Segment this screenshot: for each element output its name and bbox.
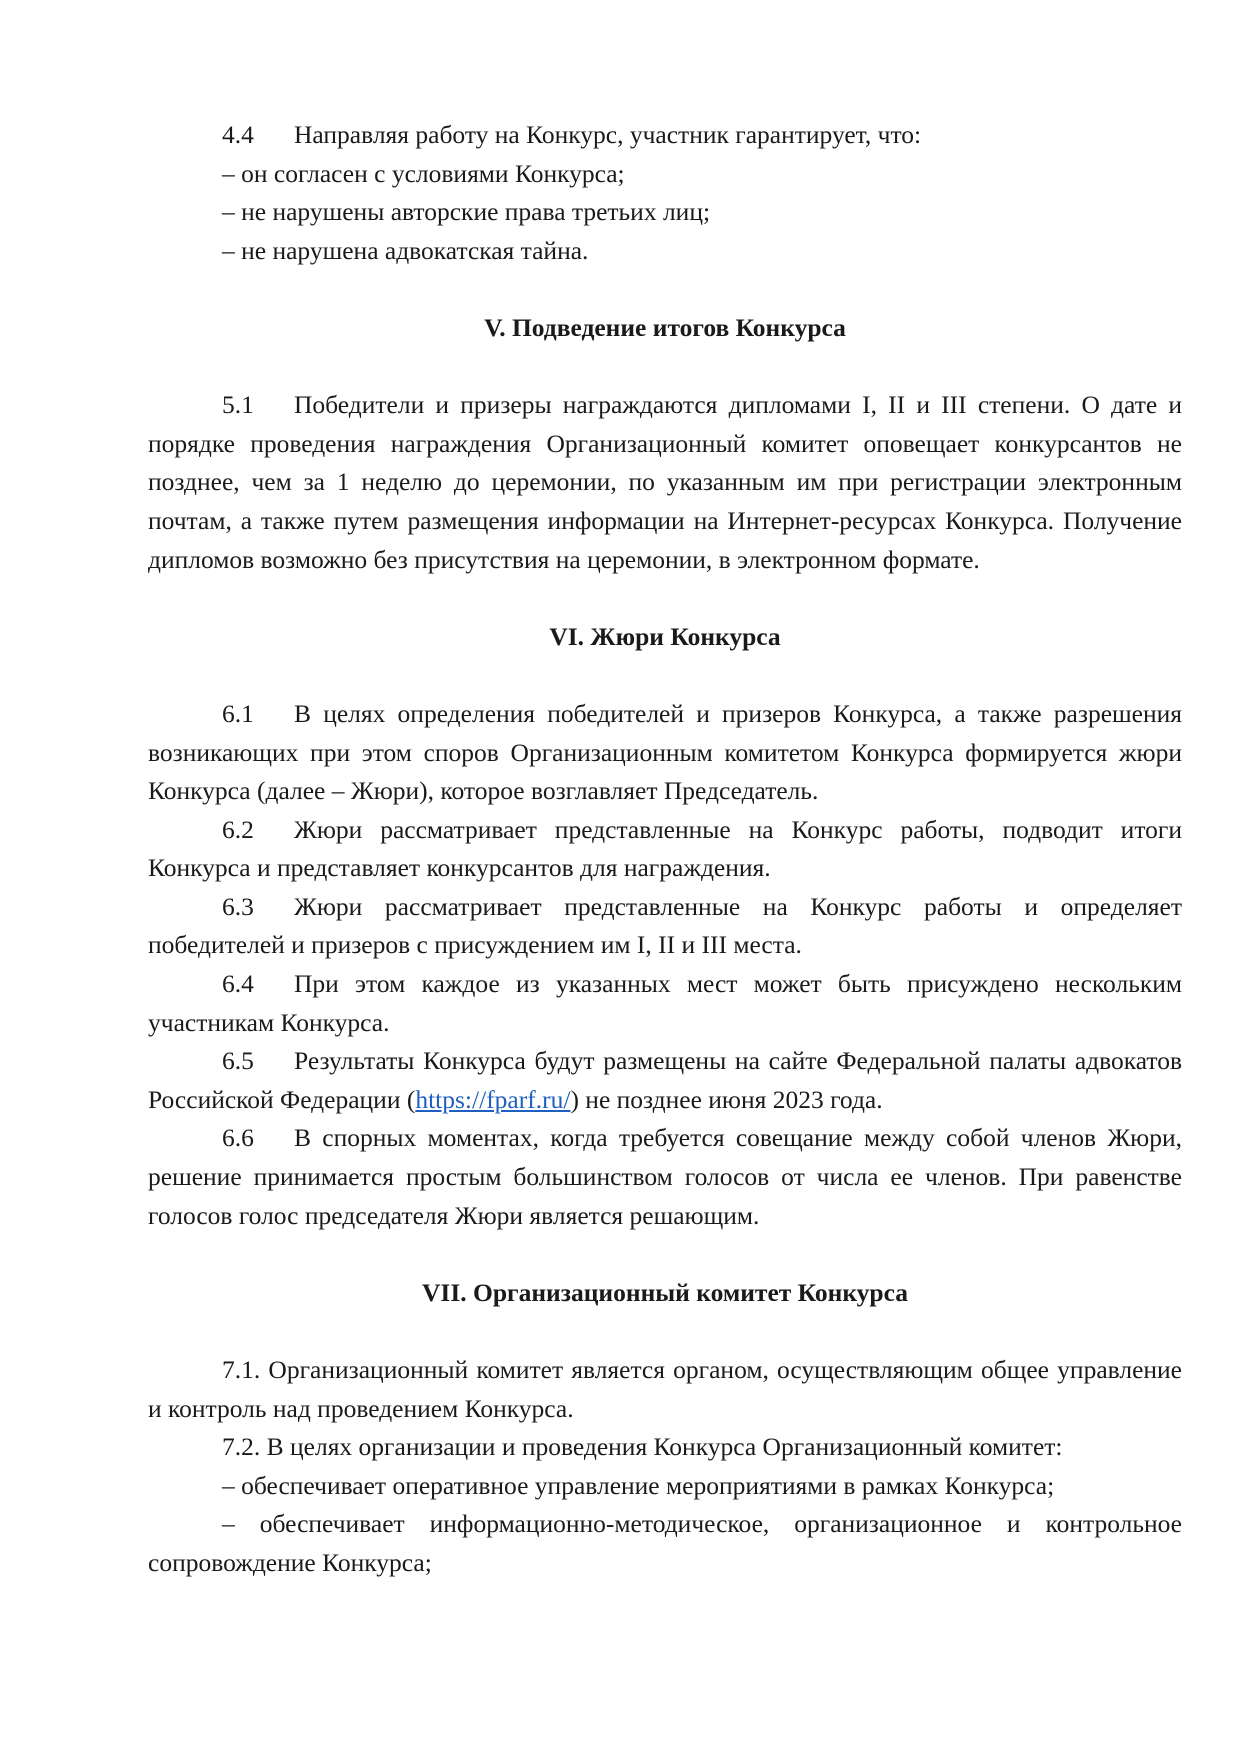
paragraph-text: Жюри рассматривает представленные на Конкурс работы и определяет победителей и призеров с присуждением им I, II и III места. [148, 891, 1182, 960]
document-page [148, 116, 1182, 1583]
section-6-heading: VI. Жюри Конкурса [549, 621, 781, 651]
paragraph-text: При этом каждое из указанных мест может быть присуждено нескольким участникам Конкурса. [148, 969, 1182, 1037]
paragraph-6-1 [148, 695, 1182, 811]
paragraph-5-1 [148, 386, 1182, 579]
paragraph-text: ) не позднее июня 2023 года. [570, 1084, 883, 1114]
paragraph-text: В спорных моментах, когда требуется совещание между собой членов Жюри, решение принимается простым большинством голосов от числа ее членов. При равенстве голосов голос председателя Жюри является решающим. [148, 1123, 1182, 1230]
paragraph-number: 6.3 [222, 891, 254, 921]
section-5-heading: V. Подведение итогов Конкурса [484, 312, 846, 342]
paragraph-6-6 [148, 1119, 1182, 1235]
list-item: – он согласен с условиями Конкурса; [222, 158, 625, 188]
paragraph-number: 6.1 [222, 698, 254, 728]
paragraph-number: 6.6 [222, 1123, 254, 1153]
paragraph-number: 6.4 [222, 969, 254, 999]
paragraph-number: 6.5 [222, 1046, 254, 1076]
list-item: – обеспечивает информационно-методическое, организационное и контрольное сопровождение Конкурса; [148, 1509, 1182, 1577]
paragraph-number: 4.4 [222, 120, 254, 149]
paragraph-6-2 [148, 811, 1182, 888]
paragraph-7-2: 7.2. В целях организации и проведения Конкурса Организационный комитет: [222, 1432, 1063, 1462]
paragraph-6-4 [148, 965, 1182, 1042]
fparf-website-link[interactable]: https://fparf.ru/ [415, 1084, 571, 1114]
list-item: – обеспечивает оперативное управление мероприятиями в рамках Конкурса; [222, 1470, 1055, 1500]
paragraph-text: Направляя работу на Конкурс, участник гарантирует, что: [294, 120, 922, 149]
paragraph-text: Победители и призеры награждаются дипломами I, II и III степени. О дате и порядке проведения награждения Организационный комитет оповещает конкурсантов не позднее, чем за 1 неделю до церемонии, по указанным им при регистрации электронным почтам, а также путем размещения информации на Интернет-ресурсах Конкурса. Получение дипломов возможно без присутствия на церемонии, в электронном формате. [148, 390, 1182, 574]
paragraph-6-5 [148, 1042, 1182, 1119]
paragraph-7-1: 7.1. Организационный комитет является органом, осуществляющим общее управление и контроль над проведением Конкурса. [148, 1355, 1182, 1423]
paragraph-6-3 [148, 888, 1182, 965]
paragraph-text: Результаты Конкурса будут размещены на сайте Федеральной палаты адвокатов Российской Федерации ( [148, 1046, 1182, 1114]
section-7-heading: VII. Организационный комитет Конкурса [422, 1277, 908, 1307]
list-item: – не нарушена адвокатская тайна. [222, 235, 589, 265]
list-item: – не нарушены авторские права третьих лиц; [222, 197, 711, 227]
paragraph-text: В целях определения победителей и призеров Конкурса, а также разрешения возникающих при этом споров Организационным комитетом Конкурса формируется жюри Конкурса (далее – Жюри), которое возглавляет Председатель. [148, 698, 1182, 806]
paragraph-text: Жюри рассматривает представленные на Конкурс работы, подводит итоги Конкурса и представляет конкурсантов для награждения. [148, 814, 1182, 883]
paragraph-number: 6.2 [222, 814, 254, 844]
paragraph-number: 5.1 [222, 390, 254, 420]
paragraph-4-4 [148, 116, 1182, 155]
